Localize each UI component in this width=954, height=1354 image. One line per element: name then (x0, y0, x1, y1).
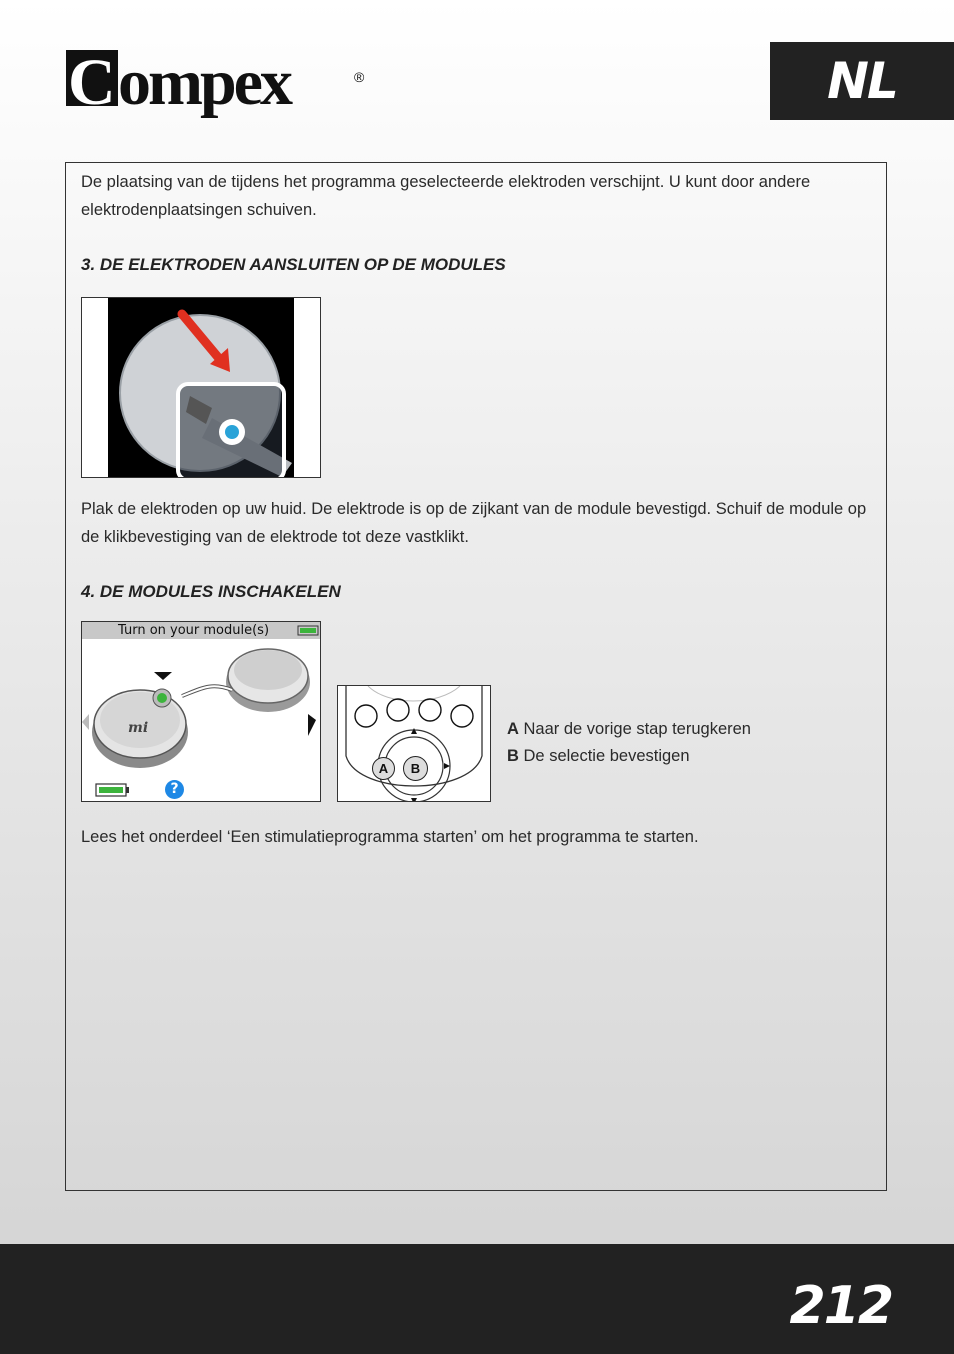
svg-text:®: ® (354, 69, 365, 85)
button-legend (507, 716, 751, 770)
intro-paragraph: De plaatsing van de tijdens het programma geselecteerde elektroden verschijnt. U kunt door andere elektrodenplaatsingen schuiven. (81, 173, 811, 219)
electrode-module-photo (81, 297, 321, 478)
language-tab (770, 42, 954, 120)
legend-text: De selectie bevestigen (523, 747, 690, 765)
button-b[interactable]: B (403, 756, 428, 781)
remote-control-diagram (337, 685, 491, 802)
legend-key: B (507, 747, 519, 765)
button-a[interactable]: A (372, 757, 395, 780)
start-program-paragraph: Lees het onderdeel ‘Een stimulatieprogramma starten’ om het programma te starten. (81, 828, 699, 846)
device-screen (81, 621, 321, 802)
svg-text:ompex: ompex (118, 46, 290, 119)
module-label: mi (128, 720, 149, 736)
legend-item-b (507, 743, 751, 770)
legend-text: Naar de vorige stap terugkeren (523, 720, 751, 738)
section-3-heading: 3. DE ELEKTRODEN AANSLUITEN OP DE MODULES (81, 255, 506, 274)
screen-title: Turn on your module(s) (82, 622, 320, 639)
help-icon[interactable]: ? (165, 780, 184, 799)
page-number: 212 (789, 1276, 892, 1336)
compex-logo (64, 44, 374, 124)
svg-text:C: C (68, 46, 116, 119)
legend-key: A (507, 720, 519, 738)
legend-item-a (507, 716, 751, 743)
attach-paragraph: Plak de elektroden op uw huid. De elektrode is op de zijkant van de module bevestigd. Schuif de module op de klikbevestiging van de elektrode tot deze vastklikt. (81, 500, 867, 546)
language-label: NL (827, 52, 897, 110)
section-4-heading: 4. DE MODULES INSCHAKELEN (81, 582, 341, 601)
